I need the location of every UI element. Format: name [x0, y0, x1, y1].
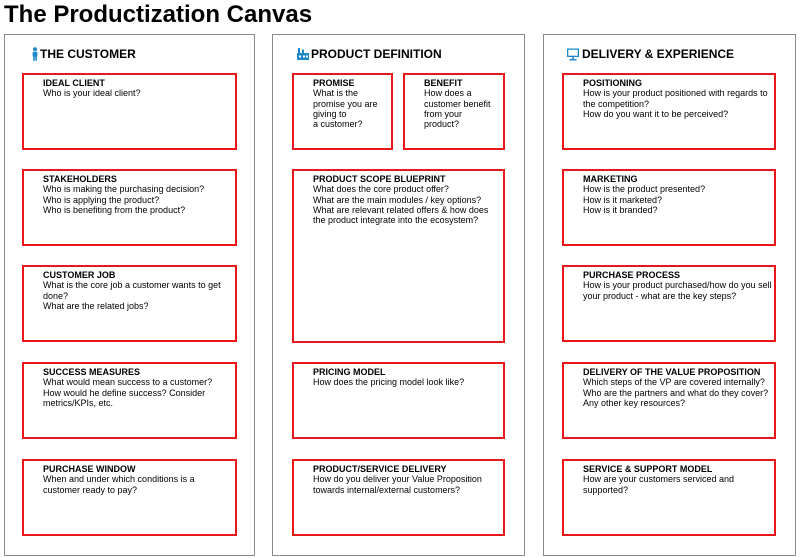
- box-positioning: [562, 73, 776, 150]
- box-heading: PROMISE: [313, 78, 355, 88]
- monitor-icon: [566, 47, 580, 61]
- box-stakeholders: [22, 169, 237, 246]
- box-heading: PURCHASE WINDOW: [43, 464, 136, 474]
- box-questions: What would mean success to a customer? How would he define success? Consider metrics/KPIs, etc.: [43, 377, 213, 408]
- box-heading: POSITIONING: [583, 78, 643, 88]
- box-questions: How is your product positioned with regards to the competition? How do you want it to be perceived?: [583, 88, 768, 119]
- box-questions: What does the core product offer? What are the main modules / key options? What are relevant related offers & how does the product integrate into the ecosystem?: [313, 184, 489, 226]
- box-purchase-window: [22, 459, 237, 536]
- column-header-customer: [5, 46, 254, 64]
- page-title: The Productization Canvas: [4, 1, 313, 28]
- box-questions: When and under which conditions is a customer ready to pay?: [43, 474, 195, 495]
- box-benefit: [403, 73, 505, 150]
- column-header-delivery: [544, 46, 795, 64]
- box-heading: PRICING MODEL: [313, 367, 386, 377]
- box-promise: [292, 73, 393, 150]
- box-questions: How are your customers serviced and supported?: [583, 474, 735, 495]
- box-service-support-model: [562, 459, 776, 536]
- box-heading: SUCCESS MEASURES: [43, 367, 141, 377]
- box-pricing-model: [292, 362, 505, 439]
- box-heading: STAKEHOLDERS: [43, 174, 117, 184]
- box-ideal-client: [22, 73, 237, 150]
- box-success-measures: [22, 362, 237, 439]
- box-questions: Who is your ideal client?: [43, 88, 141, 99]
- box-customer-job: [22, 265, 237, 342]
- box-delivery-of-value-proposition: [562, 362, 776, 439]
- box-questions: What is the promise you are giving to a customer?: [313, 88, 378, 130]
- factory-icon: [296, 47, 310, 61]
- box-heading: BENEFIT: [424, 78, 463, 88]
- box-heading: PURCHASE PROCESS: [583, 270, 681, 280]
- box-questions: How is your product purchased/how do you sell your product - what are the key steps?: [583, 280, 772, 301]
- box-questions: What is the core job a customer wants to get done? What are the related jobs?: [43, 280, 221, 311]
- box-purchase-process: [562, 265, 776, 342]
- column-the-customer: [4, 34, 255, 556]
- box-heading: SERVICE & SUPPORT MODEL: [583, 464, 713, 474]
- box-questions: Who is making the purchasing decision? Who is applying the product? Who is benefiting from the product?: [43, 184, 205, 215]
- box-questions: How do you deliver your Value Proposition towards internal/external customers?: [313, 474, 482, 495]
- column-product-definition: [272, 34, 525, 556]
- box-questions: How does the pricing model look like?: [313, 377, 465, 388]
- box-heading: IDEAL CLIENT: [43, 78, 105, 88]
- box-heading: CUSTOMER JOB: [43, 270, 116, 280]
- box-questions: Which steps of the VP are covered internally? Who are the partners and what do they cover? Any other key resources?: [583, 377, 769, 408]
- box-product-scope-blueprint: [292, 169, 505, 343]
- box-marketing: [562, 169, 776, 246]
- column-header-label: PRODUCT DEFINITION: [311, 47, 442, 61]
- box-questions: How does a customer benefit from your product?: [424, 88, 491, 130]
- box-heading: MARKETING: [583, 174, 638, 184]
- column-header-product: [273, 46, 524, 64]
- column-delivery-experience: [543, 34, 796, 556]
- column-header-label: THE CUSTOMER: [40, 47, 136, 61]
- column-header-label: DELIVERY & EXPERIENCE: [582, 47, 735, 61]
- box-questions: How is the product presented? How is it marketed? How is it branded?: [583, 184, 706, 215]
- box-heading: PRODUCT SCOPE BLUEPRINT: [313, 174, 446, 184]
- box-product-service-delivery: [292, 459, 505, 536]
- box-heading: DELIVERY OF THE VALUE PROPOSITION: [583, 367, 761, 377]
- box-heading: PRODUCT/SERVICE DELIVERY: [313, 464, 447, 474]
